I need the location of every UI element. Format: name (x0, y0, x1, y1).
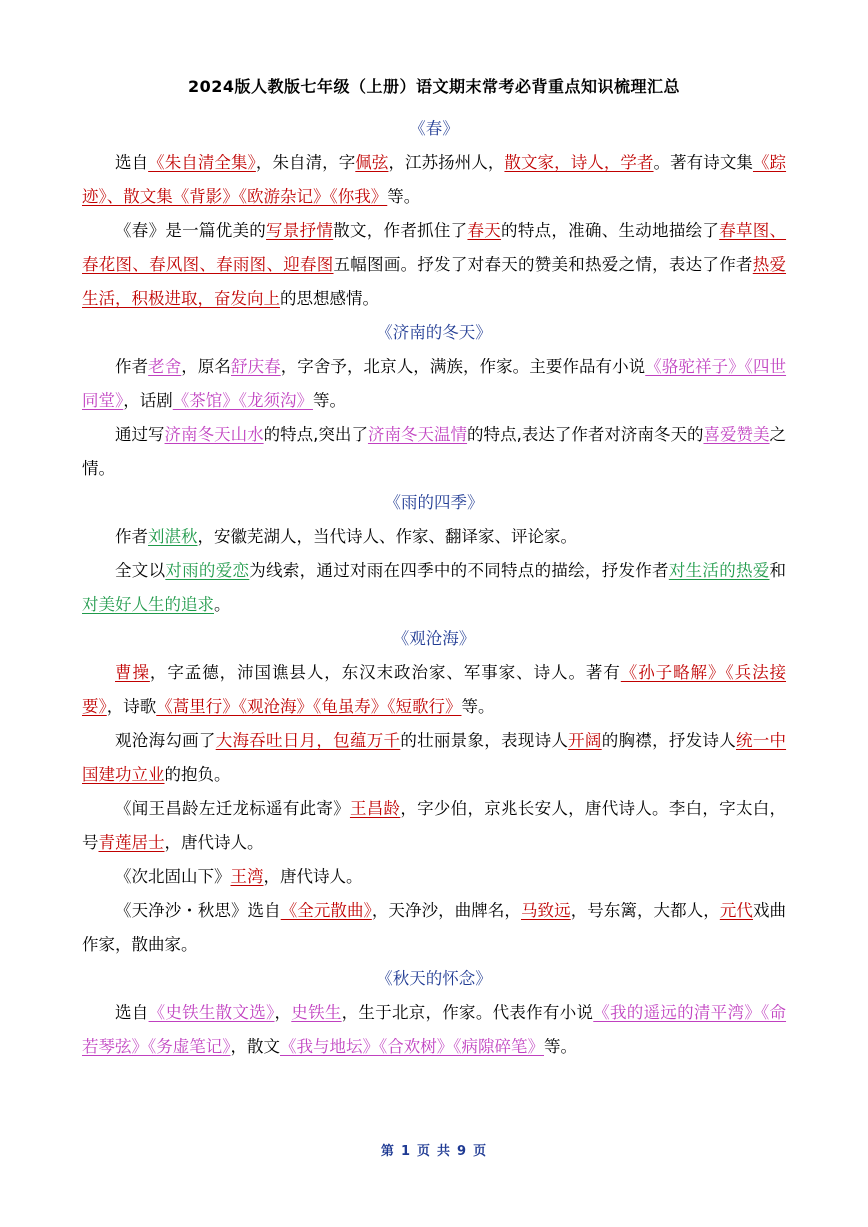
text-run: 观沧海勾画了 (115, 731, 216, 750)
highlighted-text: 《踪迹》、散文集《背影》《欧游杂记》《你我》 (82, 153, 787, 206)
paragraph (82, 996, 786, 1064)
highlighted-text: 《骆驼祥子》《四世同堂》 (82, 357, 787, 410)
footer-text: 页 (473, 1144, 488, 1159)
highlighted-text: 喜爱赞美 (703, 425, 770, 444)
paragraph (82, 520, 786, 554)
text-run: ，字舍予，北京人，满族，作家。主要作品有小说 (280, 357, 646, 376)
paragraph (82, 656, 786, 724)
text-run: ，话剧 (123, 391, 173, 410)
text-run: 《春》是一篇优美的 (115, 221, 267, 240)
text-run: ，生于北京，作家。代表作有小说 (341, 1003, 594, 1022)
footer-text: 第 (380, 1144, 395, 1159)
highlighted-text: 对美好人生的追求 (82, 595, 214, 614)
highlighted-text: 《茶馆》《龙须沟》 (172, 391, 313, 410)
text-run: 作者 (115, 527, 148, 546)
highlighted-text: 元代 (719, 901, 753, 920)
text-run: 《天净沙・秋思》选自 (115, 901, 281, 920)
text-run: 为线索，通过对雨在四季中的不同特点的描绘，抒发作者 (249, 561, 669, 580)
page-footer (0, 1140, 868, 1159)
text-run: 的抱负。 (164, 765, 231, 784)
text-run: 等。 (461, 697, 495, 716)
highlighted-text: 佩弦 (355, 153, 389, 172)
paragraph (82, 214, 786, 316)
section-title-chun: 《春》 (409, 119, 459, 138)
highlighted-text: 济南冬天山水 (164, 425, 264, 444)
highlighted-text: 对生活的热爱 (668, 561, 770, 580)
text-run: 的特点,突出了 (263, 425, 368, 444)
text-run: 全文以 (115, 561, 166, 580)
footer-text: 共 (437, 1144, 452, 1159)
text-run: 等。 (387, 187, 421, 206)
text-run: ，天净沙，曲牌名， (371, 901, 521, 920)
section-title-qiutian: 《秋天的怀念》 (376, 969, 492, 988)
footer-text: 页 (416, 1144, 431, 1159)
highlighted-text: 对雨的爱恋 (165, 561, 250, 580)
highlighted-text: 《史铁生散文选》 (148, 1003, 275, 1022)
text-run: 作者 (115, 357, 149, 376)
highlighted-text: 《我与地坛》《合欢树》《病隙碎笔》 (280, 1037, 544, 1056)
highlighted-text: 舒庆春 (231, 357, 281, 376)
highlighted-text: 《全元散曲》 (280, 901, 372, 920)
text-run: ，朱自清，字 (255, 153, 356, 172)
text-run: 《次北固山下》 (115, 867, 231, 886)
text-run: 的壮丽景象，表现诗人 (400, 731, 569, 750)
highlighted-text: 刘湛秋 (148, 527, 198, 546)
highlighted-text: 济南冬天温情 (367, 425, 468, 444)
text-run: ，唐代诗人。 (263, 867, 363, 886)
page-number: 1 (400, 1144, 411, 1159)
text-run: 等。 (313, 391, 346, 410)
text-run: ，散文 (230, 1037, 280, 1056)
highlighted-text: 老舍 (148, 357, 182, 376)
section-title-guancanghai: 《观沧海》 (392, 629, 476, 648)
text-run: ，江苏扬州人， (388, 153, 505, 172)
text-run: 五幅图画。抒发了对春天的赞美和热爱之情，表达了作者 (333, 255, 753, 274)
paragraph (82, 554, 786, 622)
text-run: ， (274, 1003, 292, 1022)
section-title-jinan: 《济南的冬天》 (376, 323, 492, 342)
text-run: 选自 (115, 153, 149, 172)
highlighted-text: 写景抒情 (266, 221, 334, 240)
highlighted-text: 《蒿里行》《观沧海》《龟虽寿》《短歌行》 (156, 697, 462, 716)
text-run: ，号东篱，大都人， (570, 901, 720, 920)
paragraph (82, 860, 786, 894)
text-run: 的胸襟，抒发诗人 (601, 731, 736, 750)
highlighted-text: 曹操 (115, 663, 150, 682)
highlighted-text: 王昌龄 (349, 799, 401, 818)
text-run: ，安徽芜湖人，当代诗人、作家、翻译家、评论家。 (197, 527, 577, 546)
text-run: 。著有诗文集 (653, 153, 753, 172)
text-run: 等。 (544, 1037, 577, 1056)
highlighted-text: 春天 (467, 221, 502, 240)
paragraph (82, 350, 786, 418)
highlighted-text: 史铁生 (291, 1003, 342, 1022)
text-run: 之情。 (82, 425, 787, 478)
text-run: ，唐代诗人。 (164, 833, 264, 852)
total-pages: 9 (457, 1144, 468, 1159)
text-run: 《闻王昌龄左迁龙标遥有此寄》 (115, 799, 350, 818)
paragraph (82, 894, 786, 962)
highlighted-text: 《孙子略解》《兵法接要》 (82, 663, 787, 716)
highlighted-text: 《我的遥远的清平湾》《命若琴弦》《务虚笔记》 (82, 1003, 787, 1056)
highlighted-text: 统一中国建功立业 (82, 731, 787, 784)
text-run: 散文，作者抓住了 (333, 221, 468, 240)
highlighted-text: 春草图、春花图、春风图、春雨图、迎春图 (82, 221, 787, 274)
highlighted-text: 开阔 (568, 731, 602, 750)
text-run: 戏曲作家，散曲家。 (82, 901, 787, 954)
text-run: ，字少伯，京兆长安人，唐代诗人。李白，字太白，号 (82, 799, 787, 852)
highlighted-text: 热爱生活，积极进取，奋发向上 (82, 255, 787, 308)
document-body (82, 112, 786, 1064)
text-run: 和 (769, 561, 787, 580)
highlighted-text: 大海吞吐日月，包蕴万千 (215, 731, 401, 750)
highlighted-text: 散文家，诗人，学者 (504, 153, 654, 172)
highlighted-text: 王湾 (230, 867, 264, 886)
highlighted-text: 马致远 (520, 901, 571, 920)
text-run: ，字孟德，沛国谯县人，东汉末政治家、军事家、诗人。著有 (149, 663, 621, 682)
text-run: 通过写 (115, 425, 165, 444)
text-run: 的特点，准确、生动地描绘了 (501, 221, 720, 240)
text-run: 的思想感情。 (280, 289, 379, 308)
text-run: 选自 (115, 1003, 149, 1022)
paragraph (82, 146, 786, 214)
paragraph (82, 724, 786, 792)
paragraph (82, 418, 786, 486)
highlighted-text: 青莲居士 (98, 833, 165, 852)
document-title: 2024版人教版七年级（上册）语文期末常考必背重点知识梳理汇总 (187, 77, 681, 96)
paragraph (82, 792, 786, 860)
highlighted-text: 《朱自清全集》 (148, 153, 256, 172)
section-title-yu: 《雨的四季》 (384, 493, 484, 512)
text-run: ，诗歌 (106, 697, 157, 716)
text-run: 的特点,表达了作者对济南冬天的 (467, 425, 704, 444)
text-run: 。 (214, 595, 231, 614)
text-run: ，原名 (181, 357, 231, 376)
